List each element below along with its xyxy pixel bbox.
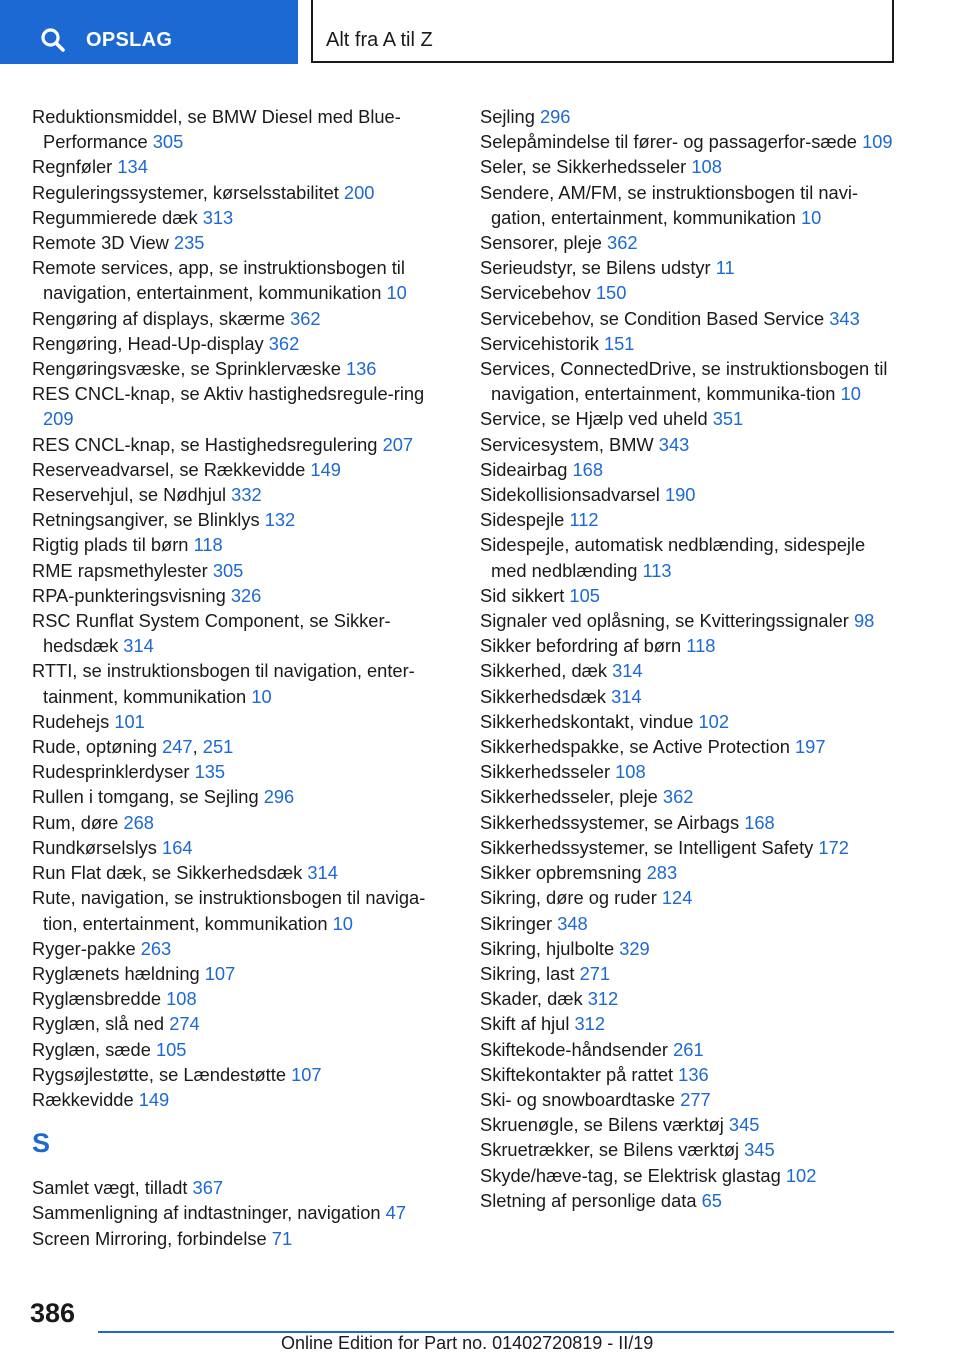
page-reference-link[interactable]: 150 (595, 282, 627, 304)
page-reference-link[interactable]: 271 (579, 962, 611, 984)
page-reference-link[interactable]: 235 (173, 232, 205, 254)
page-separator: , (192, 736, 203, 758)
page-reference-link[interactable]: 314 (611, 685, 642, 707)
index-entry (32, 1226, 452, 1251)
index-entry (32, 1062, 452, 1087)
index-entry (32, 331, 452, 356)
index-entry (480, 154, 900, 179)
index-entry-text: Ryglænets hældning (32, 962, 205, 984)
page-reference-link[interactable]: 209 (43, 408, 74, 430)
page-reference-link[interactable]: 113 (642, 559, 672, 581)
page-reference-link[interactable]: 277 (680, 1088, 711, 1110)
index-entry (480, 532, 900, 582)
index-entry (480, 810, 900, 835)
index-entry (32, 356, 452, 381)
index-entry-text: Sikkerhedsseler (480, 761, 616, 783)
index-entry (32, 255, 452, 305)
index-entry (480, 457, 900, 482)
index-entry-text: RES CNCL-knap, se Aktiv hastighedsregule-ring (32, 383, 425, 405)
index-entry (480, 129, 900, 154)
index-entry-text: Rullen i tomgang, se Sejling (32, 786, 264, 808)
page-reference-link[interactable]: 11 (715, 257, 735, 279)
index-entry-text: Servicebehov (480, 282, 596, 304)
footer-edition-text: Online Edition for Part no. 01402720819 - II/19 (281, 1333, 654, 1353)
index-entry-text: Reservehjul, se Nødhjul (32, 484, 232, 506)
index-entry (32, 784, 452, 809)
page-reference-link[interactable]: 108 (615, 761, 646, 783)
search-tab-label: OPSLAG (86, 29, 173, 51)
page-reference-link[interactable]: 326 (230, 584, 262, 606)
page-reference-link[interactable]: 314 (612, 660, 643, 682)
page-reference-link[interactable]: 274 (169, 1013, 200, 1035)
index-entry-text: Sikkerhedssystemer, se Intelligent Safety (480, 836, 819, 858)
page-reference-link[interactable]: 367 (192, 1177, 224, 1199)
index-letter-heading: S (32, 1128, 51, 1159)
index-entry-text: Servicebehov, se Condition Based Service (480, 307, 830, 329)
index-entry-text: Skruetrækker, se Bilens værktøj (480, 1139, 745, 1161)
index-entry (32, 180, 452, 205)
index-entry (480, 1188, 900, 1213)
index-entry-text: Skift af hjul (480, 1013, 575, 1035)
index-entry (32, 482, 452, 507)
index-entry-text: Service, se Hjælp ved uheld (480, 408, 713, 430)
page-reference-link[interactable]: 314 (307, 862, 338, 884)
index-entry (480, 1163, 900, 1188)
page-reference-link[interactable]: 136 (678, 1063, 709, 1085)
index-entry (32, 532, 452, 557)
index-entry (480, 1011, 900, 1036)
page-reference-link[interactable]: 261 (673, 1038, 704, 1060)
index-entry (480, 608, 900, 633)
index-entry-text: Seler, se Sikkerhedsseler (480, 156, 692, 178)
index-entry (32, 306, 452, 331)
page-reference-link[interactable]: 108 (691, 156, 722, 178)
index-entry-text: Rygsøjlestøtte, se Lændestøtte (32, 1063, 292, 1085)
index-entry-text: Ryglæn, sæde (32, 1038, 156, 1060)
index-entry (32, 860, 452, 885)
index-entry-text: Sikkerhed, dæk (480, 660, 613, 682)
index-entry (480, 180, 900, 230)
index-entry (32, 230, 452, 255)
index-entry-text: Sikringer (480, 912, 558, 934)
index-entry (480, 684, 900, 709)
page-reference-link[interactable]: 135 (194, 761, 226, 783)
page-reference-link[interactable]: 149 (138, 1088, 170, 1110)
index-entry-text: Services, ConnectedDrive, se instruktionsbogen til navigation, entertainment, kommunika-tion (480, 358, 888, 405)
index-entry (32, 457, 452, 482)
page-reference-link[interactable]: 98 (853, 610, 875, 632)
index-entry-text: Sideairbag (480, 458, 573, 480)
index-entry-text: Skader, dæk (480, 988, 588, 1010)
index-entry (480, 860, 900, 885)
index-entry (32, 381, 452, 431)
index-entry-text: Sletning af personlige data (480, 1189, 702, 1211)
index-entry (480, 482, 900, 507)
index-entry-text: Servicehistorik (480, 332, 604, 354)
page-reference-link[interactable]: 348 (557, 912, 588, 934)
index-entry-text: Signaler ved oplåsning, se Kvitteringssignaler (480, 610, 854, 632)
index-entry-text: Rengøring af displays, skærme (32, 307, 291, 329)
index-entry-text: Run Flat dæk, se Sikkerhedsdæk (32, 862, 308, 884)
page-reference-link[interactable]: 351 (712, 408, 744, 430)
index-entry (480, 1112, 900, 1137)
index-entry-text: Ski- og snowboardtaske (480, 1088, 681, 1110)
section-title: Alt fra A til Z (326, 29, 433, 51)
index-entry (32, 583, 452, 608)
page-reference-link[interactable]: 263 (140, 937, 172, 959)
index-entry (480, 583, 900, 608)
page-reference-link[interactable]: 305 (212, 559, 244, 581)
page-reference-link[interactable]: 102 (785, 1164, 817, 1186)
index-entry-text: Skiftekode-håndsender (480, 1038, 674, 1060)
index-entry (480, 230, 900, 255)
index-entry (32, 709, 452, 734)
index-entry (480, 356, 900, 406)
index-entry (480, 1062, 900, 1087)
index-entry (32, 734, 452, 759)
page-reference-link[interactable]: 134 (117, 156, 148, 178)
page-reference-link[interactable]: 247 (162, 736, 193, 758)
index-entry (480, 759, 900, 784)
index-entry (32, 936, 452, 961)
index-entry (480, 1087, 900, 1112)
page-reference-link[interactable]: 105 (155, 1038, 187, 1060)
index-entry (32, 1037, 452, 1062)
search-tab[interactable] (0, 0, 298, 64)
index-entry-text: Skiftekontakter på rattet (480, 1063, 679, 1085)
page-header (0, 0, 960, 66)
index-entry-text: Serieudstyr, se Bilens udstyr (480, 257, 716, 279)
index-entry (480, 986, 900, 1011)
search-icon (40, 27, 66, 53)
page-reference-link[interactable]: 118 (193, 534, 223, 556)
index-entry-text: Sejling (480, 106, 540, 127)
page-reference-link[interactable]: 332 (231, 484, 262, 506)
page-reference-link[interactable]: 168 (572, 458, 604, 480)
page-reference-link[interactable]: 10 (386, 282, 407, 304)
page-reference-link[interactable]: 164 (162, 836, 193, 858)
index-entry-text: Sendere, AM/FM, se instruktionsbogen til navi-gation, entertainment, kommunikation (480, 181, 858, 228)
index-entry-text: Rute, navigation, se instruktionsbogen til naviga-tion, entertainment, kommunikation (32, 887, 426, 934)
index-entry-text: Rudehejs (32, 710, 115, 732)
index-entry (480, 911, 900, 936)
page-reference-link[interactable]: 296 (539, 106, 571, 127)
page-reference-link[interactable]: 283 (646, 862, 678, 884)
index-entry (32, 558, 452, 583)
index-entry (32, 507, 452, 532)
page-reference-link[interactable]: 362 (607, 232, 638, 254)
page-number: 386 (30, 1298, 76, 1328)
index-entry-text: Sikring, døre og ruder (480, 887, 662, 909)
index-entry-text: Remote services, app, se instruktionsbogen til navigation, entertainment, kommunikation (32, 257, 405, 304)
index-entry (32, 759, 452, 784)
page-reference-link[interactable]: 101 (114, 710, 145, 732)
index-entry (480, 432, 900, 457)
index-entry (32, 1011, 452, 1036)
page-reference-link[interactable]: 305 (152, 131, 184, 153)
index-entry (32, 961, 452, 986)
index-entry-text: Sikring, hjulbolte (480, 937, 620, 959)
index-entry-text: Servicesystem, BMW (480, 433, 659, 455)
index-entry-text: Sikring, last (480, 962, 580, 984)
page-reference-link[interactable]: 362 (290, 307, 321, 329)
index-entry (480, 280, 900, 305)
page-reference-link[interactable]: 112 (569, 509, 599, 531)
page-reference-link[interactable]: 329 (619, 937, 650, 959)
index-entry (480, 734, 900, 759)
page-reference-link[interactable]: 47 (385, 1202, 407, 1224)
page-reference-link[interactable]: 197 (795, 736, 826, 758)
index-entry-text: Sikker befordring af børn (480, 635, 687, 657)
index-column-right (480, 104, 900, 1213)
index-entry-text: Retningsangiver, se Blinklys (32, 509, 265, 531)
page-reference-link[interactable]: 172 (818, 836, 849, 858)
index-entry (32, 1087, 452, 1112)
index-entry-text: RME rapsmethylester (32, 559, 213, 581)
section-title-tab[interactable] (311, 0, 894, 63)
index-entry-text: Sikkerhedsseler, pleje (480, 786, 663, 808)
page-reference-link[interactable]: 362 (662, 786, 694, 808)
index-entry-text: Rum, døre (32, 811, 124, 833)
index-entry (480, 406, 900, 431)
page-reference-link[interactable]: 314 (123, 635, 154, 657)
index-entry (480, 658, 900, 683)
index-entry-text: Ryger-pakke (32, 937, 141, 959)
page-reference-link[interactable]: 151 (603, 332, 635, 354)
page-reference-link[interactable]: 200 (343, 181, 375, 203)
page-reference-link[interactable]: 124 (661, 887, 693, 909)
index-entry-text: RES CNCL-knap, se Hastighedsregulering (32, 433, 383, 455)
index-entry-text: Sensorer, pleje (480, 232, 608, 254)
index-entry (32, 885, 452, 935)
page-reference-link[interactable]: 10 (332, 912, 353, 934)
index-entry-text: Sammenligning af indtastninger, navigation (32, 1202, 386, 1224)
index-entry (480, 709, 900, 734)
page-reference-link[interactable]: 343 (829, 307, 860, 329)
index-entry (32, 658, 452, 708)
index-entry (32, 1175, 452, 1200)
page-reference-link[interactable]: 107 (291, 1063, 322, 1085)
index-entry-text: RTTI, se instruktionsbogen til navigation, enter-tainment, kommunikation (32, 660, 415, 707)
index-entry-text: Sikkerhedskontakt, vindue (480, 710, 699, 732)
index-entry (480, 633, 900, 658)
page-reference-link[interactable]: 65 (701, 1189, 722, 1211)
page-reference-link[interactable]: 10 (251, 685, 272, 707)
index-entry-text: Sidekollisionsadvarsel (480, 484, 665, 506)
index-entry-text: Rækkevidde (32, 1088, 139, 1110)
index-entry (480, 835, 900, 860)
page-reference-link[interactable]: 345 (744, 1139, 775, 1161)
index-entry-text: Sikkerhedssystemer, se Airbags (480, 811, 745, 833)
index-entry (480, 1137, 900, 1162)
index-entry (480, 104, 900, 129)
page-reference-link[interactable]: 136 (345, 358, 377, 380)
page-reference-link[interactable]: 268 (123, 811, 154, 833)
index-entry (480, 507, 900, 532)
page-reference-link[interactable]: 312 (587, 988, 619, 1010)
index-entry (32, 432, 452, 457)
index-entry (32, 608, 452, 658)
index-entry-text: Sikkerhedsdæk (480, 685, 612, 707)
index-entry-text: Rudesprinklerdyser (32, 761, 195, 783)
page-reference-link[interactable]: 108 (166, 988, 197, 1010)
page-reference-link[interactable]: 207 (382, 433, 414, 455)
page-reference-link[interactable]: 105 (569, 584, 600, 606)
index-entry (480, 885, 900, 910)
page-reference-link[interactable]: 296 (263, 786, 295, 808)
index-entry (32, 835, 452, 860)
page-reference-link[interactable]: 109 (862, 131, 893, 153)
page-reference-link[interactable]: 168 (744, 811, 775, 833)
page-reference-link[interactable]: 118 (686, 635, 716, 657)
page-reference-link[interactable]: 107 (204, 962, 236, 984)
page-reference-link[interactable]: 132 (264, 509, 296, 531)
index-entry-text: Samlet vægt, tilladt (32, 1177, 193, 1199)
index-entry-text: Skyde/hæve-tag, se Elektrisk glastag (480, 1164, 786, 1186)
index-entry-text: Reduktionsmiddel, se BMW Diesel med Blue-Performance (32, 106, 401, 153)
page-reference-link[interactable]: 10 (800, 206, 822, 228)
index-entry (480, 961, 900, 986)
index-entry-text: Reguleringssystemer, kørselsstabilitet (32, 181, 344, 203)
index-entry-text: Sikkerhedspakke, se Active Protection (480, 736, 796, 758)
index-entry-text: Remote 3D View (32, 232, 174, 254)
page-reference-link[interactable]: 313 (202, 206, 234, 228)
page-reference-link[interactable]: 102 (698, 710, 729, 732)
index-entry-text: Rigtig plads til børn (32, 534, 194, 556)
index-entry-text: Rude, optøning (32, 736, 163, 758)
index-entry-text: Rundkørselslys (32, 836, 163, 858)
index-entry (480, 331, 900, 356)
page-reference-link[interactable]: 343 (658, 433, 690, 455)
index-column-left (32, 104, 452, 1251)
page-reference-link[interactable]: 345 (728, 1114, 760, 1136)
index-entry-text: RSC Runflat System Component, se Sikker-hedsdæk (32, 610, 391, 657)
page-reference-link[interactable]: 149 (310, 458, 341, 480)
index-entry-text: Sidespejle (480, 509, 570, 531)
index-entry-text: Sikker opbremsning (480, 862, 647, 884)
index-entry (480, 1037, 900, 1062)
index-entry (32, 205, 452, 230)
index-entry (480, 306, 900, 331)
page-reference-link[interactable]: 362 (268, 332, 300, 354)
index-entry-text: Screen Mirroring, forbindelse (32, 1227, 272, 1249)
index-entry-text: Ryglænsbredde (32, 988, 167, 1010)
index-entry (32, 104, 452, 154)
page-reference-link[interactable]: 10 (840, 383, 861, 405)
index-entry-text: Sid sikkert (480, 584, 570, 606)
index-entry (480, 255, 900, 280)
index-entry (480, 936, 900, 961)
index-entry (480, 784, 900, 809)
index-entry-text: Skruenøgle, se Bilens værktøj (480, 1114, 729, 1136)
index-entry (32, 810, 452, 835)
page-reference-link[interactable]: 251 (202, 736, 234, 758)
index-entry-text: Selepåmindelse til fører- og passagerfor-sæde (480, 131, 863, 153)
index-entry-text: Regnføler (32, 156, 118, 178)
page-reference-link[interactable]: 312 (574, 1013, 606, 1035)
index-entry-text: RPA-punkteringsvisning (32, 584, 231, 606)
index-entry-text: Rengøringsvæske, se Sprinklervæske (32, 358, 346, 380)
index-entry (32, 154, 452, 179)
index-entry (32, 1200, 452, 1225)
page-reference-link[interactable]: 71 (271, 1227, 293, 1249)
index-entry-text: Rengøring, Head-Up-display (32, 332, 269, 354)
index-entry-text: Ryglæn, slå ned (32, 1013, 170, 1035)
index-entry (32, 986, 452, 1011)
page-reference-link[interactable]: 190 (664, 484, 696, 506)
index-entry-text: Reserveadvarsel, se Rækkevidde (32, 458, 311, 480)
index-entry-text: Regummierede dæk (32, 206, 203, 228)
index-entry-text: Sidespejle, automatisk nedblænding, sidespejle med nedblænding (480, 534, 866, 581)
